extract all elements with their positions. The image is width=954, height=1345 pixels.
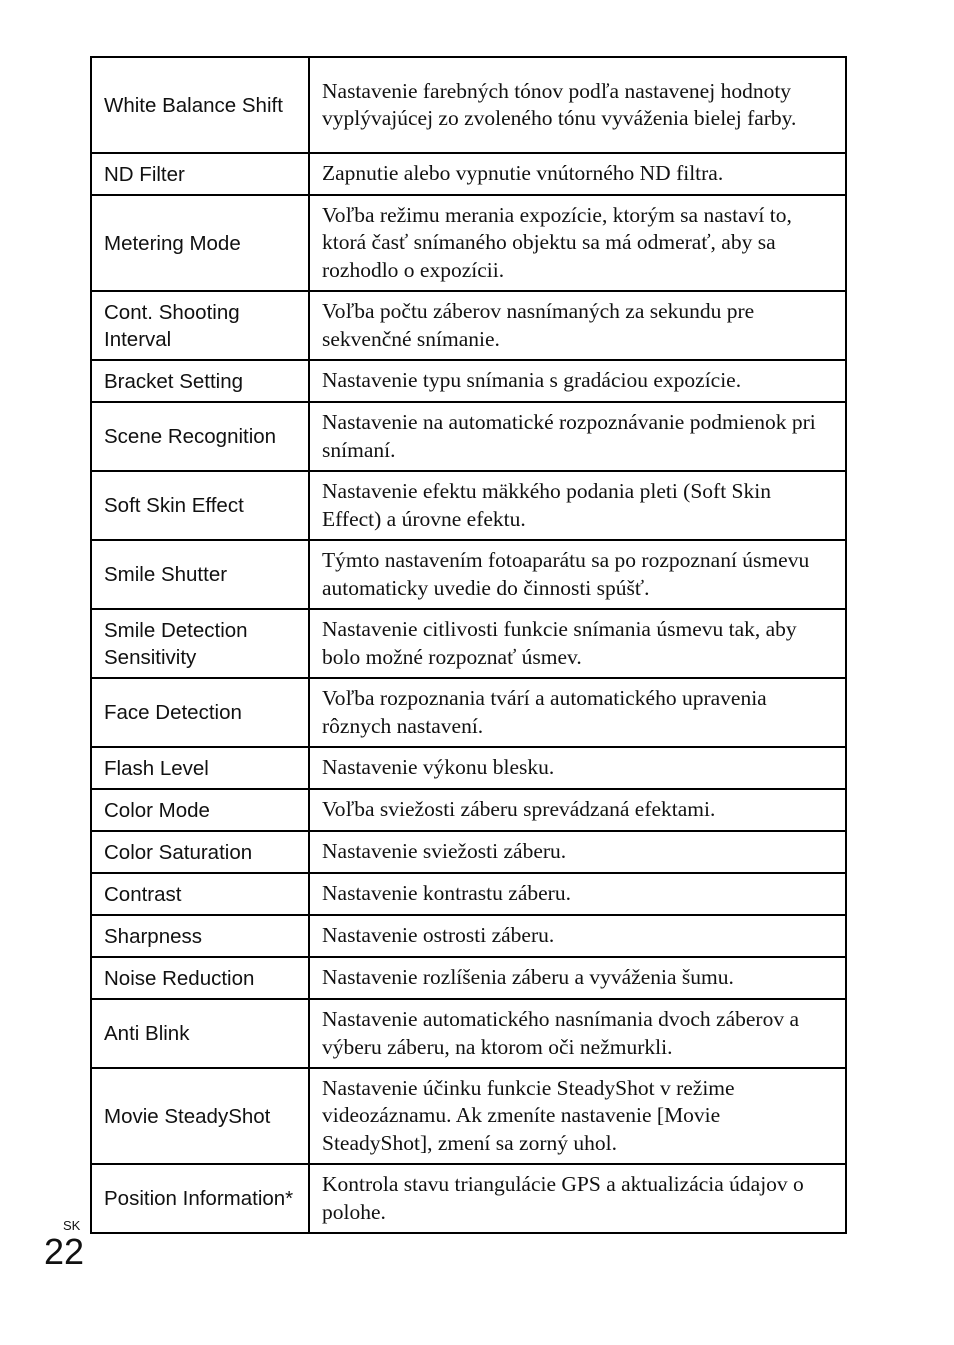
setting-name: Contrast: [91, 873, 309, 915]
setting-description: Nastavenie ostrosti záberu.: [309, 915, 846, 957]
setting-description: Voľba sviežosti záberu sprevádzaná efektami.: [309, 789, 846, 831]
setting-description: Zapnutie alebo vypnutie vnútorného ND filtra.: [309, 153, 846, 195]
table-row: [91, 291, 846, 360]
setting-name: Color Saturation: [91, 831, 309, 873]
setting-name: Color Mode: [91, 789, 309, 831]
setting-description: Nastavenie sviežosti záberu.: [309, 831, 846, 873]
table-row: [91, 360, 846, 402]
table-row: [91, 1068, 846, 1164]
table-row: [91, 1164, 846, 1233]
settings-table-body: [91, 57, 846, 1233]
setting-description: Voľba počtu záberov nasnímaných za sekundu pre sekvenčné snímanie.: [309, 291, 846, 360]
setting-name: ND Filter: [91, 153, 309, 195]
setting-description: Nastavenie účinku funkcie SteadyShot v režime videozáznamu. Ak zmeníte nastavenie [Movie SteadyShot], zmení sa zorný uhol.: [309, 1068, 846, 1164]
setting-description: Týmto nastavením fotoaparátu sa po rozpoznaní úsmevu automaticky uvedie do činnosti spúšť.: [309, 540, 846, 609]
table-row: [91, 402, 846, 471]
setting-description: Voľba rozpoznania tvárí a automatického upravenia rôznych nastavení.: [309, 678, 846, 747]
setting-name: Bracket Setting: [91, 360, 309, 402]
page-language-code: SK: [63, 1218, 81, 1233]
setting-description: Nastavenie na automatické rozpoznávanie podmienok pri snímaní.: [309, 402, 846, 471]
setting-name: Anti Blink: [91, 999, 309, 1068]
table-row: [91, 678, 846, 747]
setting-name: Cont. Shooting Interval: [91, 291, 309, 360]
table-row: [91, 57, 846, 153]
setting-description: Nastavenie citlivosti funkcie snímania úsmevu tak, aby bolo možné rozpoznať úsmev.: [309, 609, 846, 678]
page-number: 22: [44, 1231, 85, 1272]
table-row: [91, 999, 846, 1068]
table-row: [91, 873, 846, 915]
table-row: [91, 540, 846, 609]
table-row: [91, 747, 846, 789]
setting-description: Nastavenie kontrastu záberu.: [309, 873, 846, 915]
setting-description: Nastavenie efektu mäkkého podania pleti (Soft Skin Effect) a úrovne efektu.: [309, 471, 846, 540]
setting-name: Sharpness: [91, 915, 309, 957]
table-row: [91, 153, 846, 195]
table-row: [91, 609, 846, 678]
setting-name: Face Detection: [91, 678, 309, 747]
settings-table: [90, 56, 847, 1234]
setting-description: Nastavenie automatického nasnímania dvoch záberov a výberu záberu, na ktorom oči nežmurkli.: [309, 999, 846, 1068]
setting-description: Kontrola stavu triangulácie GPS a aktualizácia údajov o polohe.: [309, 1164, 846, 1233]
setting-name: Movie SteadyShot: [91, 1068, 309, 1164]
setting-description: Nastavenie výkonu blesku.: [309, 747, 846, 789]
setting-description: Voľba režimu merania expozície, ktorým sa nastaví to, ktorá časť snímaného objektu sa má odmerať, aby sa rozhodlo o expozícii.: [309, 195, 846, 291]
setting-name: Scene Recognition: [91, 402, 309, 471]
setting-name: Smile Shutter: [91, 540, 309, 609]
table-row: [91, 789, 846, 831]
setting-description: Nastavenie typu snímania s gradáciou expozície.: [309, 360, 846, 402]
setting-name: Smile Detection Sensitivity: [91, 609, 309, 678]
table-row: [91, 831, 846, 873]
setting-name: Metering Mode: [91, 195, 309, 291]
setting-name: Position Information*: [91, 1164, 309, 1233]
table-row: [91, 915, 846, 957]
setting-description: Nastavenie rozlíšenia záberu a vyváženia šumu.: [309, 957, 846, 999]
setting-name: Soft Skin Effect: [91, 471, 309, 540]
table-row: [91, 471, 846, 540]
table-row: [91, 195, 846, 291]
setting-name: Flash Level: [91, 747, 309, 789]
setting-name: Noise Reduction: [91, 957, 309, 999]
setting-description: Nastavenie farebných tónov podľa nastavenej hodnoty vyplývajúcej zo zvoleného tónu vyváženia bielej farby.: [309, 57, 846, 153]
setting-name: White Balance Shift: [91, 57, 309, 153]
table-row: [91, 957, 846, 999]
